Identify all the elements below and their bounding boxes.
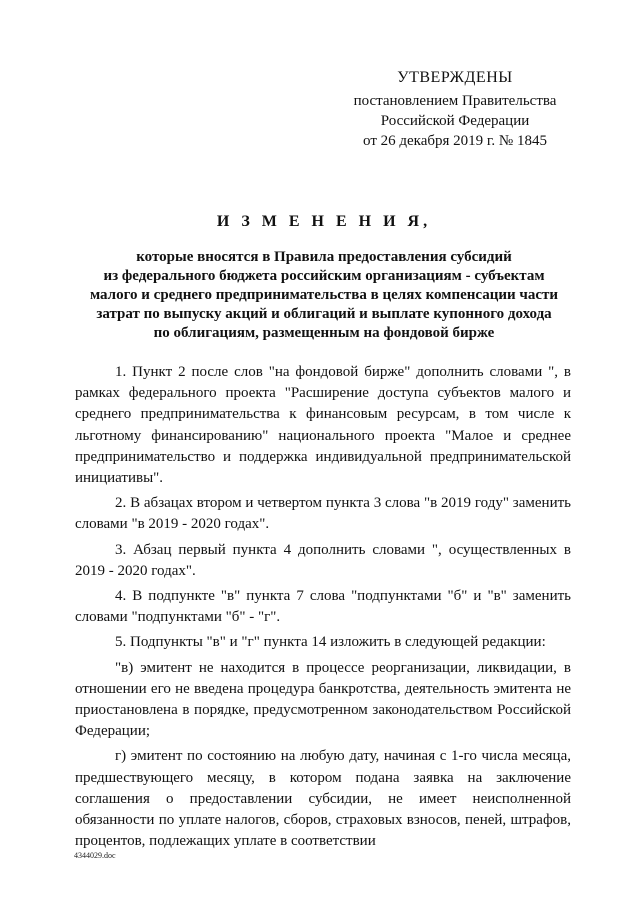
paragraph-7: г) эмитент по состоянию на любую дату, начиная с 1-го числа месяца, предшествующего месяцу, в котором подана заявка на заключение соглашения о предоставлении субсидии, не имеет неисполненной обязанности по уплате налогов, сборов, страховых взносов, пеней, штрафов, процентов, подлежащих уплате в соответствии: [75, 748, 571, 850]
approval-line-3: от 26 декабря 2019 г. № 1845: [363, 133, 547, 149]
document-title: И З М Е Н Е Н И Я,: [216, 213, 432, 230]
subtitle-line-3: малого и среднего предпринимательства в целях компенсации части: [89, 287, 559, 303]
document-heading: [80, 212, 568, 343]
paragraph-1: 1. Пункт 2 после слов "на фондовой бирже" дополнить словами ", в рамках федерального проекта "Расширение доступа субъектов малого и среднего предпринимательства к финансовым ресурсам, в том числе к льготному финансированию" национального проекта "Малое и среднее предпринимательство и поддержка индивидуальной предпринимательской инициативы".: [75, 364, 571, 487]
paragraph-6: "в) эмитент не находится в процессе реорганизации, ликвидации, в отношении его не введена процедура банкротства, деятельность эмитента не приостановлена в порядке, предусмотренном законодательством Российской Федерации;: [75, 659, 571, 740]
file-reference: 4344029.doc: [74, 851, 116, 860]
subtitle-line-5: по облигациям, размещенным на фондовой бирже: [153, 325, 495, 341]
approval-stamp: [340, 68, 570, 151]
paragraph-3: 3. Абзац первый пункта 4 дополнить словами ", осуществленных в 2019 - 2020 годах".: [75, 541, 571, 579]
paragraph-2: 2. В абзацах втором и четвертом пункта 3 слова "в 2019 году" заменить словами "в 2019 - 2020 годах".: [75, 495, 571, 533]
document-body: [75, 362, 571, 856]
approval-line-2: Российской Федерации: [380, 113, 530, 129]
approval-line-1: постановлением Правительства: [353, 93, 557, 109]
document-subtitle: [80, 248, 568, 343]
paragraph-4: 4. В подпункте "в" пункта 7 слова "подпунктами "б" и "в" заменить словами "подпунктами "б" - "г".: [75, 588, 571, 626]
approval-title: УТВЕРЖДЕНЫ: [397, 69, 513, 86]
subtitle-line-4: затрат по выпуску акций и облигаций и выплате купонного дохода: [96, 306, 552, 322]
paragraph-5: 5. Подпункты "в" и "г" пункта 14 изложить в следующей редакции:: [115, 634, 546, 651]
subtitle-line-1: которые вносятся в Правила предоставления субсидий: [136, 249, 512, 265]
subtitle-line-2: из федерального бюджета российским организациям - субъектам: [103, 268, 545, 284]
